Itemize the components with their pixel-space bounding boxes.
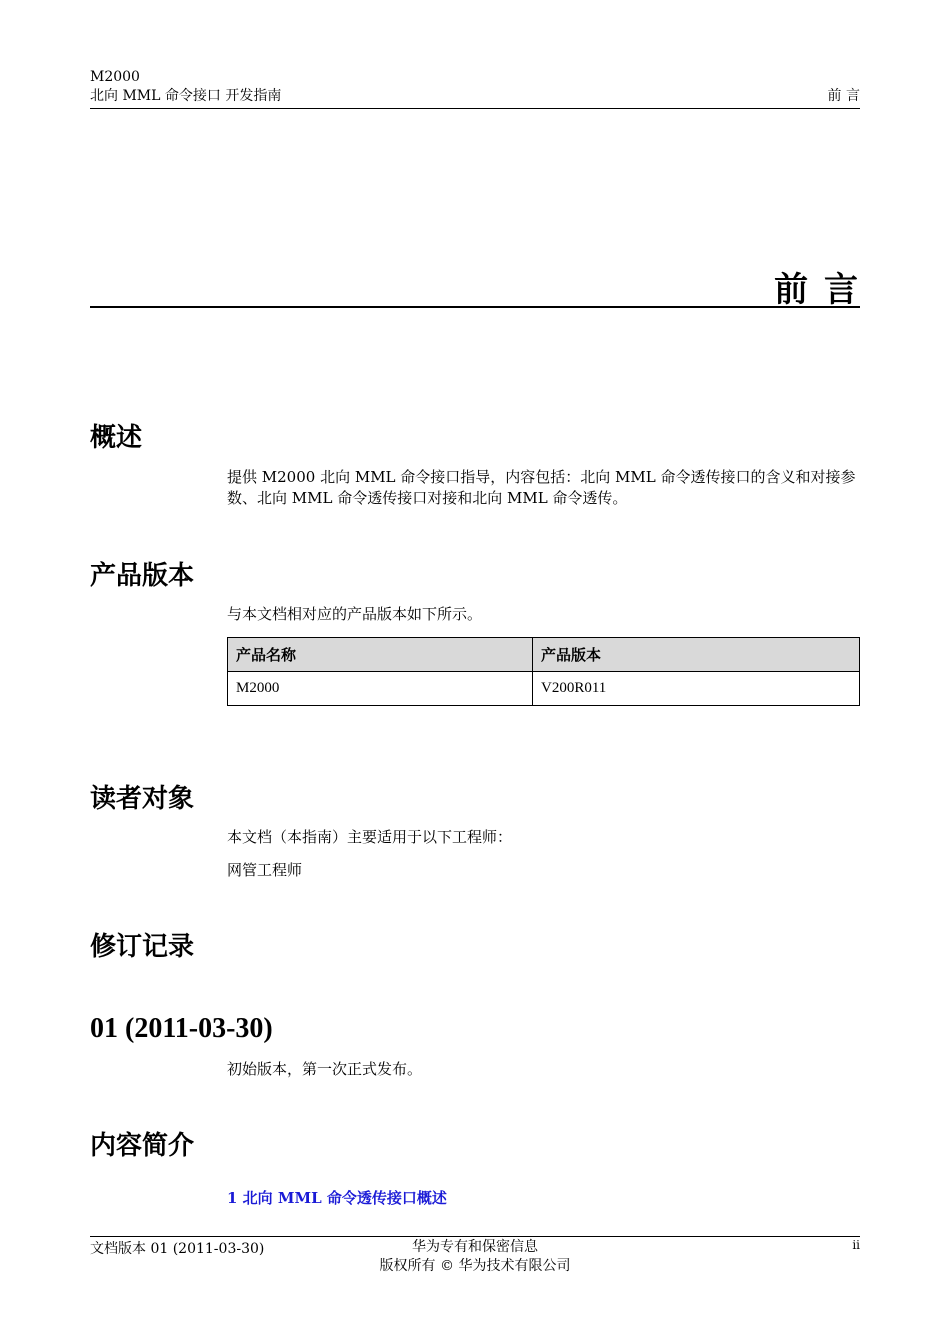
footer-doc-version: 文档版本 01 (2011-03-30) [90, 1241, 265, 1257]
table-header-row [228, 638, 860, 672]
overview-heading: 概述 [90, 423, 143, 453]
toc-link-chapter-1[interactable]: 1 北向 MML 命令透传接口概述 [227, 1189, 447, 1207]
chapter-divider [90, 306, 860, 308]
footer-center [0, 1238, 950, 1276]
table-cell-name: M2000 [228, 672, 533, 706]
version-table [227, 637, 860, 706]
audience-intro: 本文档（本指南）主要适用于以下工程师： [227, 828, 513, 846]
revision-version-heading: 01 (2011-03-30) [90, 1013, 273, 1044]
audience-item: 网管工程师 [227, 861, 303, 879]
header-divider [90, 108, 860, 109]
footer-page-number: ii [852, 1238, 860, 1252]
header-chapter: 前 言 [827, 88, 860, 104]
table-cell-version: V200R011 [533, 672, 860, 706]
table-row [228, 672, 860, 706]
header-product: M2000 [90, 69, 140, 85]
audience-heading: 读者对象 [90, 784, 195, 814]
page-header [90, 68, 860, 106]
overview-text: 提供 M2000 北向 MML 命令接口指导，内容包括：北向 MML 命令透传接口的含义和对接参数、北向 MML 命令透传接口对接和北向 MML 命令透传。 [227, 468, 856, 507]
footer-confidential: 华为专有和保密信息 [412, 1239, 538, 1255]
chapter-title: 前 言 [774, 270, 860, 310]
table-header-version: 产品版本 [533, 638, 860, 672]
version-heading: 产品版本 [90, 561, 195, 591]
table-header-name: 产品名称 [228, 638, 533, 672]
contents-heading: 内容简介 [90, 1131, 195, 1161]
revision-text: 初始版本，第一次正式发布。 [227, 1060, 423, 1078]
revision-heading: 修订记录 [90, 932, 195, 962]
footer-divider [90, 1236, 860, 1237]
footer-copyright: 版权所有 © 华为技术有限公司 [379, 1258, 571, 1274]
version-intro: 与本文档相对应的产品版本如下所示。 [227, 605, 483, 623]
header-doc-title: 北向 MML 命令接口 开发指南 [90, 88, 282, 104]
